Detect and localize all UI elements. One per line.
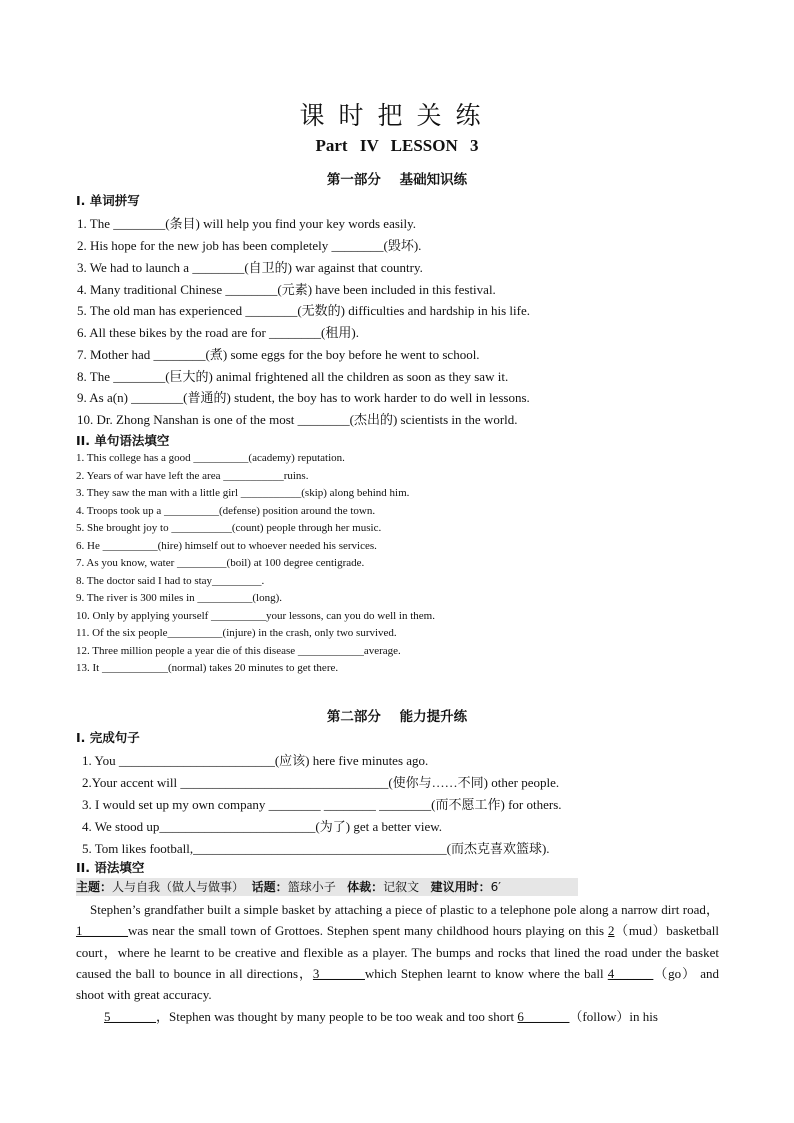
theme-value: 人与自我（做人与做事） <box>112 880 245 894</box>
blank-1: 1_______ <box>76 923 128 939</box>
topic-label: 话题： <box>251 880 288 894</box>
lesson-subtitle: Part IV LESSON 3 <box>315 136 479 155</box>
section-word-spelling-heading: I. 单词拼写 <box>76 193 140 208</box>
spelling-item: 5. The old man has experienced ________(无数的) difficulties and hardship in his life. <box>77 303 530 318</box>
spelling-item: 1. The ________(条目) will help you find your key words easily. <box>77 216 417 231</box>
grammar-item: 11. Of the six people__________(injure) in the crash, only two survived. <box>76 627 397 639</box>
section-grammar-fill-heading: II. 单句语法填空 <box>76 433 170 448</box>
grammar-item: 7. As you know, water _________(boil) at 100 degree centigrade. <box>76 557 365 569</box>
spelling-item: 4. Many traditional Chinese ________(元素) have been included in this festival. <box>77 282 496 297</box>
grammar-item: 8. The doctor said I had to stay_________. <box>76 575 265 587</box>
grammar-item: 12. Three million people a year die of this disease ____________average. <box>76 645 401 657</box>
grammar-item: 6. He __________(hire) himself out to whoever needed his services. <box>76 540 377 552</box>
spelling-item: 10. Dr. Zhong Nanshan is one of the most ________(杰出的) scientists in the world. <box>77 412 518 427</box>
blank-2: 2 <box>608 923 615 939</box>
sentence-item: 2.Your accent will ________________________________(使你与……不同) other people. <box>82 775 560 790</box>
blank-3: 3_______ <box>312 965 365 981</box>
spelling-item: 6. All these bikes by the road are for ________(租用). <box>77 325 359 340</box>
grammar-item: 4. Troops took up a __________(defense) position around the town. <box>76 505 376 517</box>
grammar-item: 3. They saw the man with a little girl ___________(skip) along behind him. <box>76 487 410 499</box>
passage-paragraph-1: Stephen’s grandfather built a simple basket by attaching a piece of plastic to a telephone pole along a narrow dirt road，1_______was near the small town of Grottoes. Stephen spent many childhood hours playing on this 2（mud）basketball court，where he learnt to be creative and flexible as a player. The bumps and rocks that lined the road under the basket caused the ball to bounce in all directions，3_______which Stephen learnt to know where the ball 4______（go） and shoot with great accuracy. <box>76 902 719 1003</box>
spelling-item: 9. As a(n) ________(普通的) student, the boy has to work harder to do well in lessons. <box>77 390 530 405</box>
grammar-item: 10. Only by applying yourself __________your lessons, can you do well in them. <box>76 610 435 622</box>
page-title: 课时把关练 <box>299 101 495 130</box>
spelling-item: 2. His hope for the new job has been completely ________(毁坏). <box>77 238 422 253</box>
sentence-item: 3. I would set up my own company ________ ________ ________(而不愿工作) for others. <box>82 797 562 812</box>
part-two-heading: 第二部分 能力提升练 <box>326 709 468 725</box>
spelling-item: 8. The ________(巨大的) animal frightened all the children as soon as they saw it. <box>77 369 509 384</box>
spelling-item: 3. We had to launch a ________(自卫的) war against that country. <box>77 260 423 275</box>
genre-value: 记叙文 <box>383 880 420 894</box>
theme-label: 主题： <box>76 880 113 894</box>
section-passage-fill-heading: II. 语法填空 <box>76 860 145 875</box>
grammar-item: 2. Years of war have left the area ___________ruins. <box>76 470 309 482</box>
grammar-item: 1. This college has a good __________(academy) reputation. <box>76 452 345 464</box>
section-complete-sentences-heading: I. 完成句子 <box>76 730 140 745</box>
part-one-heading: 第一部分 基础知识练 <box>326 172 468 188</box>
grammar-item: 13. It ____________(normal) takes 20 minutes to get there. <box>76 662 339 674</box>
blank-5: 5_______ <box>104 1009 156 1024</box>
spelling-item: 7. Mother had ________(煮) some eggs for the boy before he went to school. <box>77 347 480 362</box>
time-value: 6′ <box>490 880 502 894</box>
blank-4: 4______ <box>607 965 654 981</box>
passage-paragraph-2: 5_______，Stephen was thought by many people to be too weak and too short 6_______（follow）in his <box>104 1009 658 1024</box>
topic-value: 篮球小子 <box>287 880 336 894</box>
sentence-item: 5. Tom likes football,_______________________________________(而杰克喜欢篮球). <box>82 841 550 856</box>
grammar-item: 9. The river is 300 miles in __________(long). <box>76 592 283 604</box>
genre-label: 体裁： <box>347 880 384 894</box>
grammar-item: 5. She brought joy to ___________(count) people through her music. <box>76 522 382 534</box>
topic-info-bar <box>76 878 578 896</box>
time-label: 建议用时： <box>430 880 491 894</box>
blank-6: 6_______ <box>517 1009 570 1024</box>
sentence-item: 1. You ________________________(应该) here five minutes ago. <box>82 753 429 768</box>
sentence-item: 4. We stood up________________________(为了) get a better view. <box>82 819 443 834</box>
